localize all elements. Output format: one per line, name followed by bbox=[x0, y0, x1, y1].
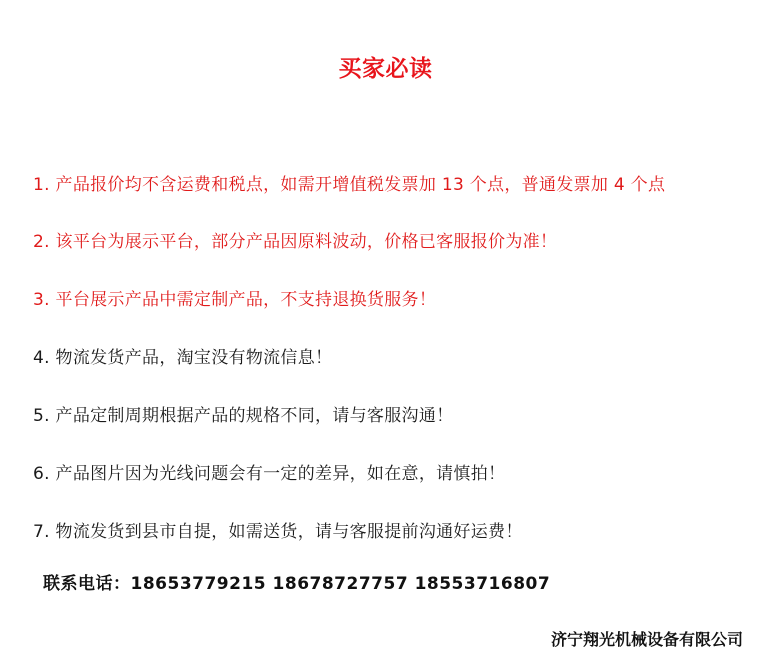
notice-item-3: 3. 平台展示产品中需定制产品，不支持退换货服务！ bbox=[33, 290, 437, 310]
notice-item-7: 7. 物流发货到县市自提，如需送货，请与客服提前沟通好运费！ bbox=[33, 522, 523, 542]
contact-phone: 联系电话：18653779215 18678727757 18553716807 bbox=[43, 574, 551, 594]
notice-item-2: 2. 该平台为展示平台，部分产品因原料波动，价格已客服报价为准！ bbox=[33, 232, 558, 252]
notice-item-1: 1. 产品报价均不含运费和税点，如需开增值税发票加 13 个点，普通发票加 4 个点 bbox=[33, 175, 666, 195]
notice-item-4: 4. 物流发货产品，淘宝没有物流信息！ bbox=[33, 348, 333, 368]
notice-item-6: 6. 产品图片因为光线问题会有一定的差异，如在意，请慎拍！ bbox=[33, 464, 506, 484]
notice-item-5: 5. 产品定制周期根据产品的规格不同，请与客服沟通！ bbox=[33, 406, 454, 426]
company-name: 济宁翔光机械设备有限公司 bbox=[550, 630, 743, 649]
page-title: 买家必读 bbox=[338, 56, 433, 82]
